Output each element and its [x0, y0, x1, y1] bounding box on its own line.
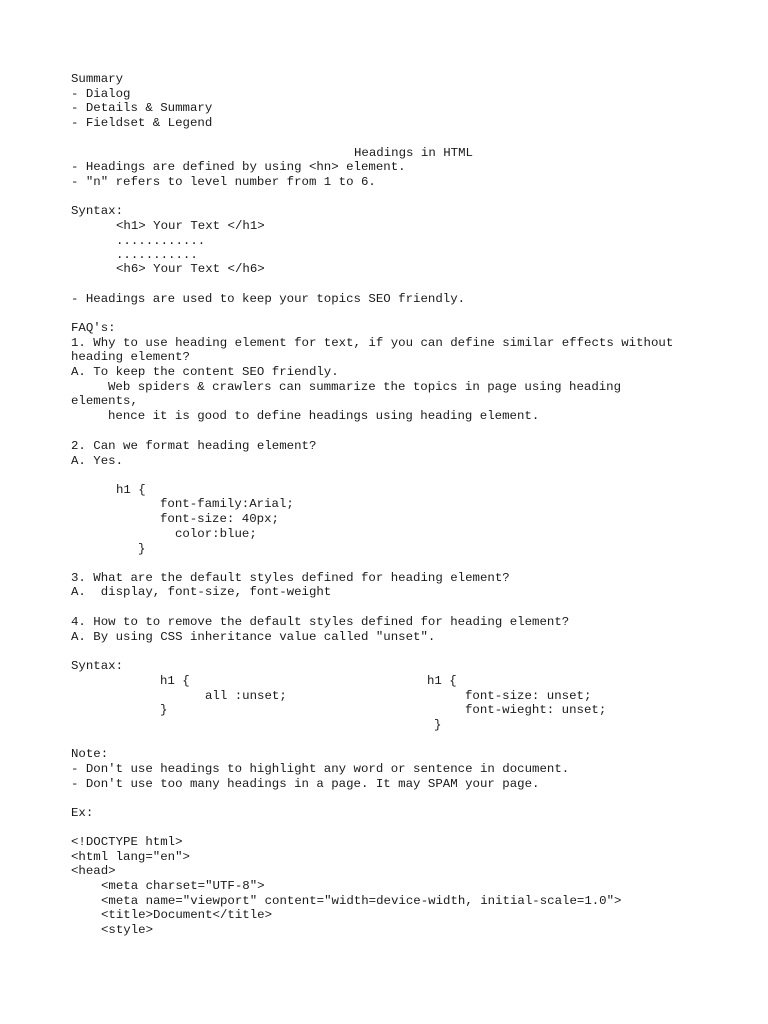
text-line: Note:: [71, 747, 109, 761]
text-line: A. By using CSS inheritance value called "unset".: [71, 630, 436, 644]
text-line: - Headings are used to keep your topics SEO friendly.: [71, 292, 466, 306]
text-line: }: [160, 703, 168, 717]
text-line: font-size: 40px;: [160, 512, 279, 526]
text-line: <meta charset="UTF-8">: [101, 879, 265, 893]
text-line: font-family:Arial;: [160, 497, 294, 511]
text-line: <meta name="viewport" content="width=device-width, initial-scale=1.0">: [101, 894, 622, 908]
text-line: h1 {: [160, 674, 190, 688]
text-line: ............: [116, 234, 206, 248]
text-line: A. Yes.: [71, 454, 124, 468]
text-line: all :unset;: [205, 689, 287, 703]
text-line: - Don't use headings to highlight any word or sentence in document.: [71, 762, 570, 776]
text-line: font-size: unset;: [465, 689, 592, 703]
text-line: <head>: [71, 864, 116, 878]
text-line: - Don't use too many headings in a page. It may SPAM your page.: [71, 777, 540, 791]
text-line: - Fieldset & Legend: [71, 116, 213, 130]
text-line: }: [434, 718, 442, 732]
text-line: Ex:: [71, 806, 94, 820]
text-line: }: [138, 542, 146, 556]
text-line: <h1> Your Text </h1>: [116, 219, 265, 233]
text-line: 3. What are the default styles defined for heading element?: [71, 571, 510, 585]
text-line: Syntax:: [71, 659, 124, 673]
text-line: 1. Why to use heading element for text, if you can define similar effects without: [71, 336, 674, 350]
text-line: - Details & Summary: [71, 101, 213, 115]
text-line: <!DOCTYPE html>: [71, 835, 183, 849]
text-line: <html lang="en">: [71, 850, 190, 864]
text-line: Headings in HTML: [354, 146, 473, 160]
text-line: h1 {: [116, 483, 146, 497]
text-line: ...........: [116, 248, 198, 262]
text-line: elements,: [71, 394, 138, 408]
text-line: Syntax:: [71, 204, 124, 218]
text-line: <style>: [101, 923, 154, 937]
text-line: FAQ's:: [71, 321, 116, 335]
text-line: h1 {: [427, 674, 457, 688]
text-line: font-wieght: unset;: [465, 703, 607, 717]
text-line: - Headings are defined by using <hn> element.: [71, 160, 406, 174]
text-line: heading element?: [71, 350, 190, 364]
text-line: 4. How to to remove the default styles defined for heading element?: [71, 615, 570, 629]
text-line: Summary: [71, 72, 124, 86]
text-line: - "n" refers to level number from 1 to 6.: [71, 175, 376, 189]
text-line: 2. Can we format heading element?: [71, 439, 317, 453]
text-line: hence it is good to define headings using heading element.: [108, 409, 540, 423]
text-line: <h6> Your Text </h6>: [116, 262, 265, 276]
text-line: <title>Document</title>: [101, 908, 273, 922]
text-line: A. display, font-size, font-weight: [71, 585, 332, 599]
text-line: color:blue;: [175, 527, 257, 541]
text-line: A. To keep the content SEO friendly.: [71, 365, 339, 379]
text-line: - Dialog: [71, 87, 131, 101]
text-line: Web spiders & crawlers can summarize the topics in page using heading: [108, 380, 622, 394]
